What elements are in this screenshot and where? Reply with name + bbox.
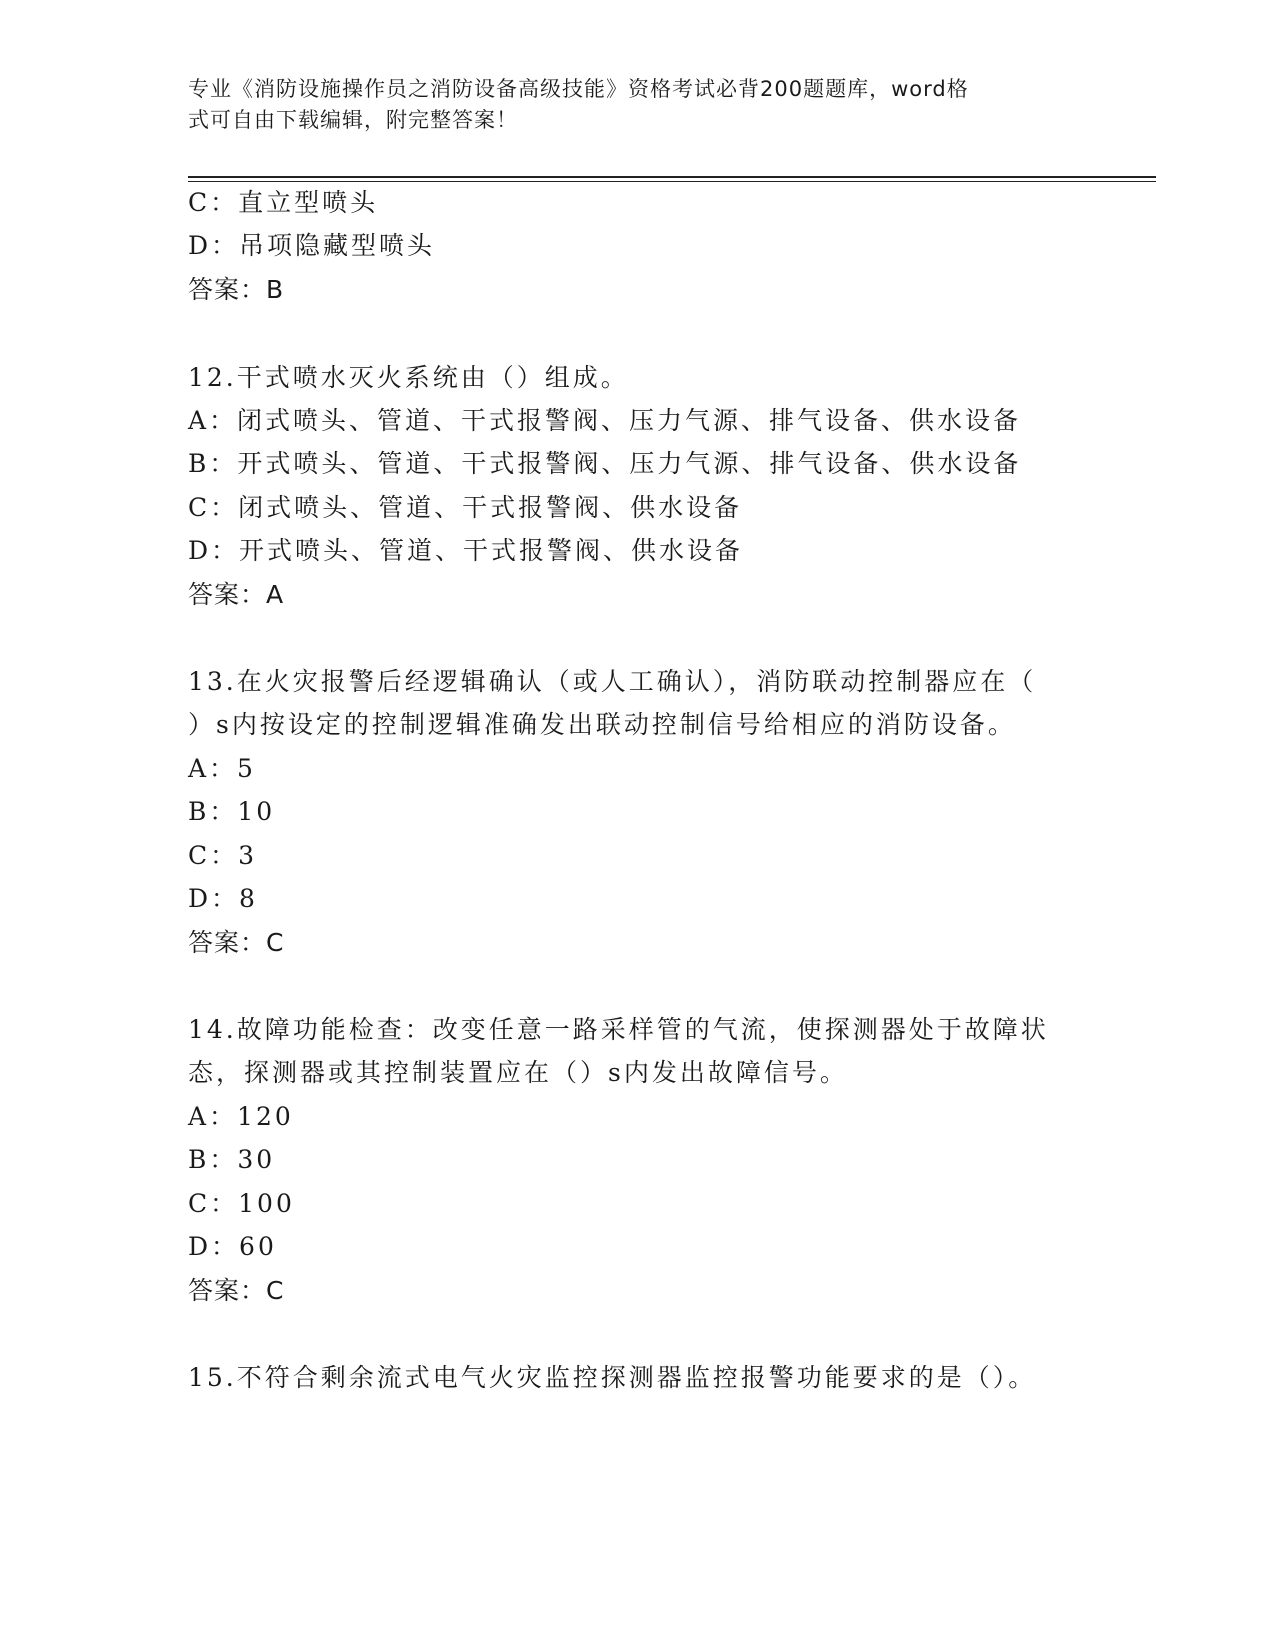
q12-option-b: B：开式喷头、管道、干式报警阀、压力气源、排气设备、供水设备 bbox=[188, 449, 1022, 478]
header-divider-thin bbox=[188, 181, 1156, 182]
q14-question-line-2: 态，探测器或其控制装置应在（）s内发出故障信号。 bbox=[188, 1058, 848, 1087]
document-header bbox=[188, 74, 1068, 136]
q14-answer: 答案：C bbox=[188, 1276, 285, 1305]
q12-option-d: D：开式喷头、管道、干式报警阀、供水设备 bbox=[188, 536, 744, 565]
header-line-2: 式可自由下载编辑，附完整答案！ bbox=[188, 108, 518, 132]
q12-answer: 答案：A bbox=[188, 580, 285, 609]
q13-option-d: D：8 bbox=[188, 884, 258, 913]
q14-option-a: A：120 bbox=[188, 1102, 294, 1131]
q12-question: 12.干式喷水灭火系统由（）组成。 bbox=[188, 363, 629, 392]
q14-option-d: D：60 bbox=[188, 1232, 277, 1261]
q13-option-b: B：10 bbox=[188, 797, 276, 826]
q14-option-c: C：100 bbox=[188, 1189, 295, 1218]
q14-question-line-1: 14.故障功能检查：改变任意一路采样管的气流，使探测器处于故障状 bbox=[188, 1015, 1049, 1044]
q11-option-c: C：直立型喷头 bbox=[188, 188, 379, 217]
q11-answer: 答案：B bbox=[188, 275, 285, 304]
q15-question: 15.不符合剩余流式电气火灾监控探测器监控报警功能要求的是（）。 bbox=[188, 1363, 1037, 1392]
q11-option-d: D：吊项隐藏型喷头 bbox=[188, 231, 436, 260]
header-line-1: 专业《消防设施操作员之消防设备高级技能》资格考试必背200题题库，word格 bbox=[188, 77, 969, 101]
q13-question-line-2: ）s内按设定的控制逻辑准确发出联动控制信号给相应的消防设备。 bbox=[188, 710, 1016, 739]
q14-option-b: B：30 bbox=[188, 1145, 276, 1174]
q13-question-line-1: 13.在火灾报警后经逻辑确认（或人工确认），消防联动控制器应在（ bbox=[188, 667, 1037, 696]
q13-answer: 答案：C bbox=[188, 928, 285, 957]
q13-option-a: A：5 bbox=[188, 754, 256, 783]
header-divider-thick bbox=[188, 176, 1156, 178]
q12-option-a: A：闭式喷头、管道、干式报警阀、压力气源、排气设备、供水设备 bbox=[188, 406, 1022, 435]
q12-option-c: C：闭式喷头、管道、干式报警阀、供水设备 bbox=[188, 493, 743, 522]
q13-option-c: C：3 bbox=[188, 841, 258, 870]
